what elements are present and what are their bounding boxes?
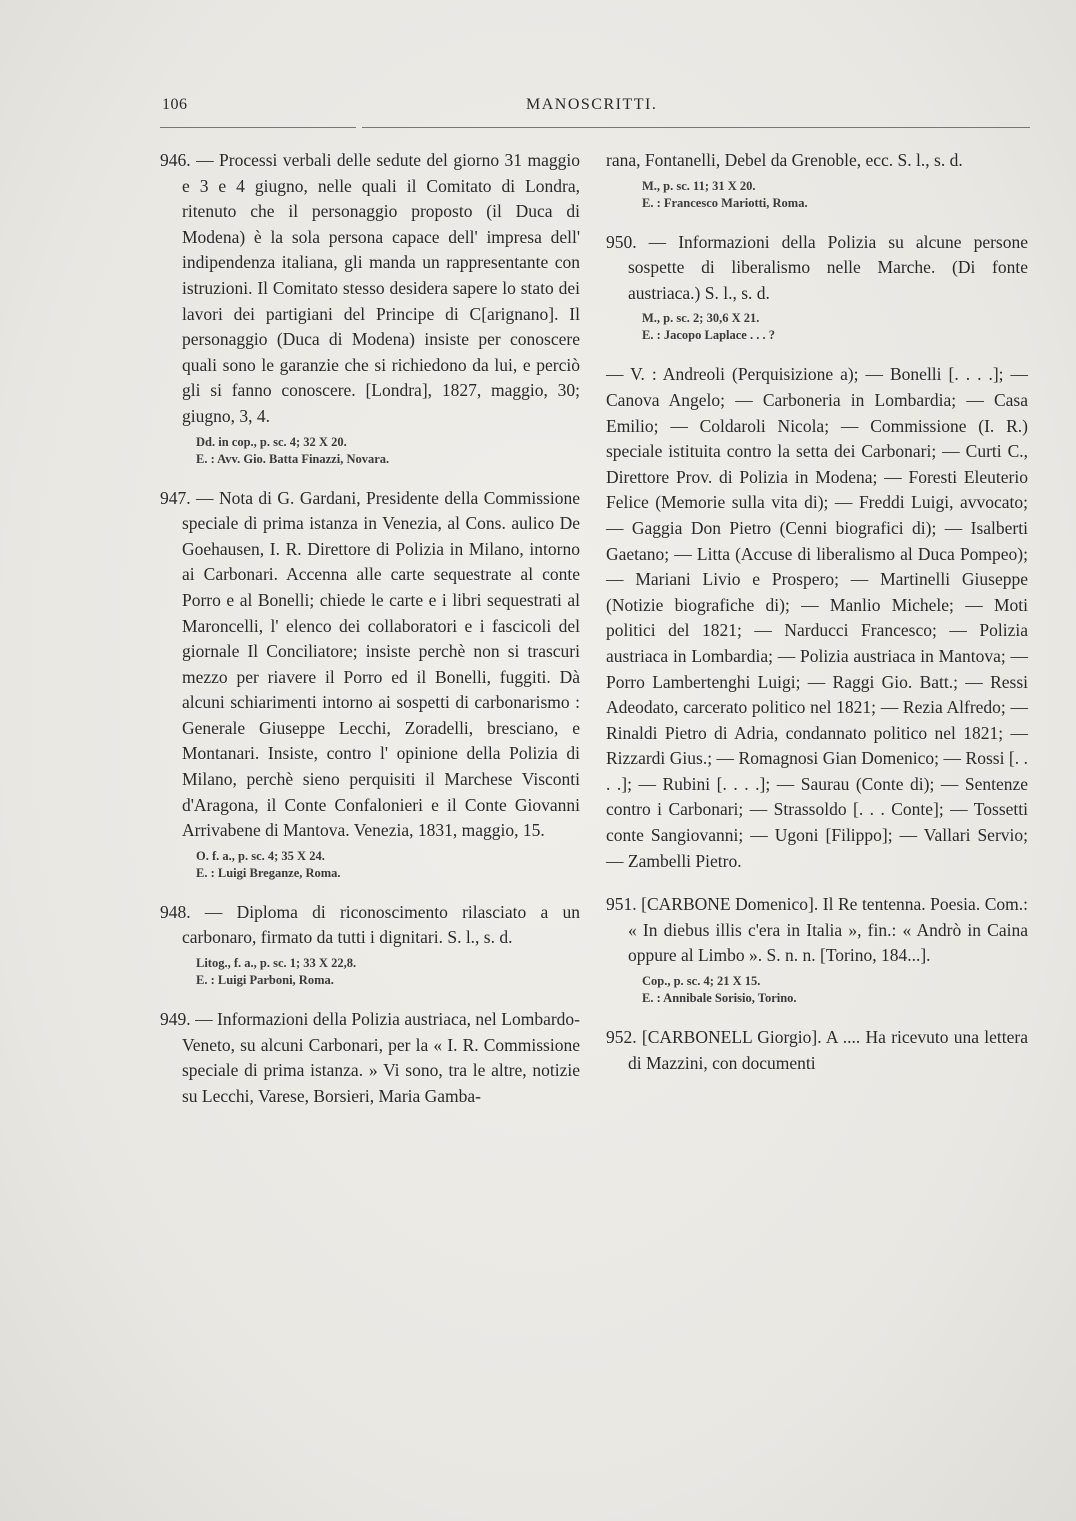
- see-also-text: — V. : Andreoli (Perquisizione a); — Bonelli [. . . .]; — Canova Angelo; — Carboneria in Lombardia; — Casa Emilio; — Coldaroli Nicola; — Commissione (I. R.) speciale istituita contro la setta dei Carbonari; — Curti C., Direttore Prov. di Polizia in Modena; — Foresti Eleuterio Felice (Memorie sulla vita di); — Freddi Luigi, avvocato; — Gaggia Don Pietro (Cenni biografici di); — Isalberti Gaetano; — Litta (Accuse di liberalismo al Duca Pompeo); — Mariani Livio e Prospero; — Martinelli Giuseppe (Notizie biografiche di); — Manlio Michele; — Moti politici del 1821; — Narducci Francesco; — Polizia austriaca in Lombardia; — Polizia austriaca in Mantova; — Porro Lambertenghi Luigi; — Raggi Gio. Batt.; — Ressi Adeodato, carcerato politico nel 1821; — Rezia Alfredo; — Rinaldi Pietro di Adria, condannato politico nel 1821; — Rizzardi Gius.; — Romagnosi Gian Domenico; — Rossi [. . . .]; — Rubini [. . . .]; — Saurau (Conte di); — Sentenze contro i Carbonari; — Strassoldo [. . . Conte]; — Tossetti conte Sangiovanni; — Ugoni [Filippo]; — Vallari Servio; — Zambelli Pietro.: [606, 364, 1028, 871]
- exhibitor: E. : Annibale Sorisio, Torino.: [642, 991, 797, 1006]
- entry-947: [160, 486, 580, 882]
- entry-text: 946. — Processi verbali delle sedute del giorno 31 maggio e 3 e 4 giugno, nelle quali il Comitato di Londra, ritenuto che il personaggio proposto (il Duca di Modena) è la sola persona capace dell' impresa dell' indipendenza italiana, gli manda un rappresentante con istruzioni. Il Comitato stesso desidera sapere lo stato dei lavori dei partigiani del Principe di C[arignano]. Il personaggio (Duca di Modena) insiste per conoscere quali sono le garanzie che si richiedono da lui, e perciò gli si fanno conoscere. [Londra], 1827, maggio, 30; giugno, 3, 4.: [160, 150, 580, 426]
- physical-description: Litog., f. a., p. sc. 1; 33 X 22,8.: [196, 956, 357, 971]
- exhibitor: E. : Francesco Mariotti, Roma.: [642, 195, 808, 210]
- header-rule-right: [362, 127, 1030, 128]
- physical-description: O. f. a., p. sc. 4; 35 X 24.: [196, 848, 325, 863]
- entry-950: [606, 230, 1028, 345]
- entry-text: 950. — Informazioni della Polizia su alcune persone sospette di liberalismo nelle Marche. (Di fonte austriaca.) S. l., s. d.: [606, 231, 1028, 303]
- entry-text: rana, Fontanelli, Debel da Grenoble, ecc. S. l., s. d.: [606, 150, 963, 170]
- entry-951: [606, 892, 1028, 1007]
- physical-description: M., p. sc. 2; 30,6 X 21.: [642, 311, 760, 326]
- entry-text: 952. [CARBONELL Giorgio]. A .... Ha ricevuto una lettera di Mazzini, con documenti: [606, 1027, 1028, 1073]
- header-rule-left: [160, 127, 356, 128]
- entry-text: 947. — Nota di G. Gardani, Presidente della Commissione speciale di prima istanza in Venezia, al Cons. aulico De Goehausen, I. R. Direttore di Polizia in Milano, intorno ai Carbonari. Accenna alle carte sequestrate al conte Porro e al Bonelli; chiede le carte e i libri sequestrati al Maroncelli, l' elenco dei collaboratori e i fascicoli del giornale Il Conciliatore; insiste perchè non si trascuri mezzo per riavere il Porro ed il Bonelli, fuggiti. Dà alcuni schiarimenti intorno ai sospetti di carbonarismo : Generale Giuseppe Lecchi, Zoradelli, bresciano, e Montanari. Insiste, contro l' opinione della Polizia di Milano, perchè sieno perquisiti il Marchese Visconti d'Aragona, il Conte Confalonieri e il Conte Giovanni Arrivabene di Mantova. Venezia, 1831, maggio, 15.: [160, 487, 580, 841]
- entry-948: [160, 900, 580, 989]
- entry-meta: [160, 434, 580, 468]
- entry-meta: [160, 848, 580, 882]
- exhibitor: E. : Avv. Gio. Batta Finazzi, Novara.: [196, 451, 390, 466]
- entry-text: 948. — Diploma di riconoscimento rilasciato a un carbonaro, firmato da tutti i dignitari. S. l., s. d.: [160, 901, 580, 948]
- entry-text: 951. [CARBONE Domenico]. Il Re tentenna. Poesia. Com.: « In diebus illis c'era in Italia », fin.: « Andrò in Caina oppure al Limbo ». S. n. n. [Torino, 184...].: [606, 894, 1028, 966]
- page-header: [160, 96, 1030, 120]
- entry-meta: [606, 973, 1028, 1007]
- entry-text: 949. — Informazioni della Polizia austriaca, nel Lombardo-Veneto, su alcuni Carbonari, per la « I. R. Commissione speciale di prima istanza. » Vi sono, tra le altre, notizie su Lecchi, Varese, Borsieri, Maria Gamba-: [160, 1009, 580, 1106]
- entry-meta: [606, 310, 1028, 344]
- entry-946: [160, 148, 580, 468]
- page-number: 106: [162, 96, 188, 113]
- physical-description: Cop., p. sc. 4; 21 X 15.: [642, 974, 761, 989]
- entry-meta: [160, 955, 580, 989]
- left-column: [160, 148, 580, 1127]
- right-column: [606, 148, 1028, 1094]
- exhibitor: E. : Luigi Breganze, Roma.: [196, 865, 341, 880]
- exhibitor: E. : Luigi Parboni, Roma.: [196, 973, 334, 988]
- see-also-list: [606, 362, 1028, 874]
- entry-952: [606, 1025, 1028, 1076]
- physical-description: Dd. in cop., p. sc. 4; 32 X 20.: [196, 434, 347, 449]
- entry-949-continued: [606, 148, 1028, 212]
- entry-949: [160, 1007, 580, 1109]
- exhibitor: E. : Jacopo Laplace . . . ?: [642, 328, 775, 343]
- running-title: MANOSCRITTI.: [526, 96, 658, 113]
- entry-meta: [606, 178, 1028, 212]
- physical-description: M., p. sc. 11; 31 X 20.: [642, 178, 756, 193]
